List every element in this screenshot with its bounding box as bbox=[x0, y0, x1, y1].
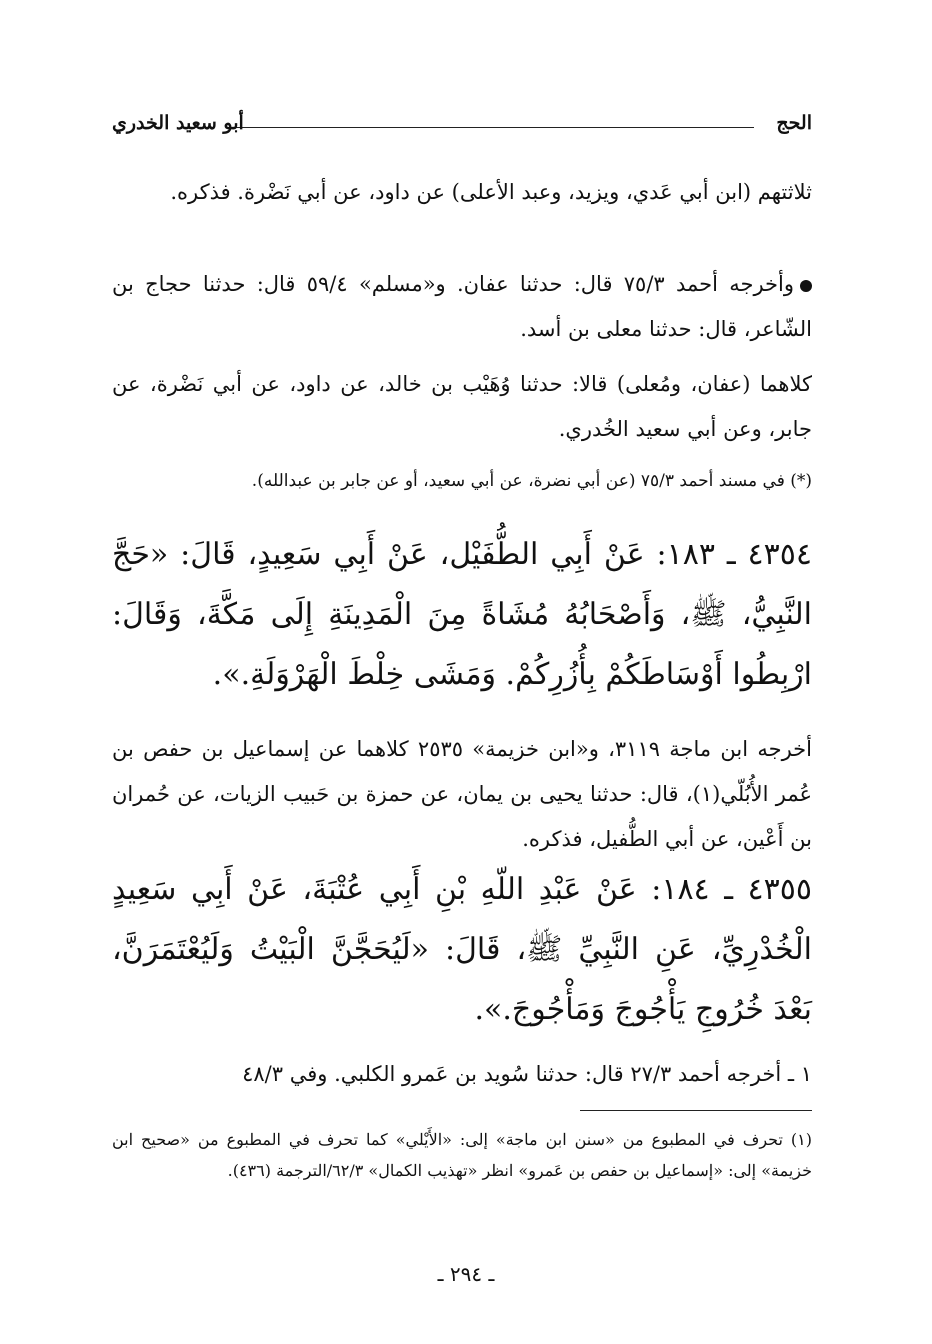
paragraph-4: أخرجه ابن ماجة ٣١١٩، و«ابن خزيمة» ٢٥٣٥ كلاهما عن إسماعيل بن حفص بن عُمر الأُبُلّي(١)، قال: حدثنا يحيى بن يمان، عن حمزة بن حَبيب الزيات، عن حُمران بن أَعْين، عن أبي الطُّفيل، فذكره. bbox=[112, 737, 812, 851]
footnote: (١) تحرف في المطبوع من «سنن ابن ماجة» إلى: «الأَيْلي» كما تحرف في المطبوع من «صحيح ابن خزيمة» إلى: «إسماعيل بن حفص بن عَمرو» انظر «تهذيب الكمال» ٦٢/٣/الترجمة (٤٣٦). bbox=[112, 1130, 812, 1180]
chapter-title: الحج bbox=[776, 112, 812, 134]
hadith-4355: ٤٣٥٥ ـ ١٨٤: عَنْ عَبْدِ اللّهِ بْنِ أَبِي عُتْبَةَ، عَنْ أَبِي سَعِيدٍ الْخُدْرِيِّ، عَنِ النَّبِيِّ ﷺ، قَالَ: «لَيُحَجَّنَّ الْبَيْتُ وَلَيُعْتَمَرَنَّ، بَعْدَ خُرُوجِ يَأْجُوجَ وَمَأْجُوجَ.». bbox=[112, 872, 812, 1027]
paragraph-2 bbox=[112, 262, 812, 352]
running-header bbox=[112, 110, 812, 140]
paragraph-1: ثلاثتهم (ابن أبي عَدي، ويزيد، وعبد الأعلى) عن داود، عن أبي نَضْرة. فذكره. bbox=[170, 180, 812, 204]
book-title: أبو سعيد الخدري bbox=[112, 112, 244, 134]
page-number: ـ ٢٩٤ ـ bbox=[437, 1262, 495, 1286]
paragraph-5: ١ ـ أخرجه أحمد ٢٧/٣ قال: حدثنا سُويد بن عَمرو الكلبي. وفي ٤٨/٣ bbox=[242, 1062, 812, 1086]
note-line: (*) في مسند أحمد ٧٥/٣ (عن أبي نضرة، عن أبي سعيد، أو عن جابر بن عبدالله). bbox=[251, 471, 812, 491]
header-rule bbox=[230, 127, 754, 128]
hadith-4354: ٤٣٥٤ ـ ١٨٣: عَنْ أَبِي الطُّفَيْل، عَنْ أَبِي سَعِيدٍ، قَالَ: «حَجَّ النَّبِيُّ، ﷺ، وَأَصْحَابُهُ مُشَاةً مِنَ الْمَدِينَةِ إِلَى مَكَّةَ، وَقَالَ: ارْبِطُوا أَوْسَاطَكُمْ بِأُزُرِكُمْ. وَمَشَى خِلْطَ الْهَرْوَلَةِ.». bbox=[112, 537, 812, 692]
paragraph-3: كلاهما (عفان، ومُعلى) قالا: حدثنا وُهَيْب بن خالد، عن داود، عن أبي نَضْرة، عن جابر، وعن أبي سعيد الخُدري. bbox=[112, 372, 812, 441]
bullet-icon bbox=[800, 280, 812, 292]
paragraph-2-text: وأخرجه أحمد ٧٥/٣ قال: حدثنا عفان. و«مسلم» ٥٩/٤ قال: حدثنا حجاج بن الشّاعر، قال: حدثنا معلى بن أسد. bbox=[112, 272, 812, 341]
footnote-rule bbox=[580, 1110, 812, 1111]
